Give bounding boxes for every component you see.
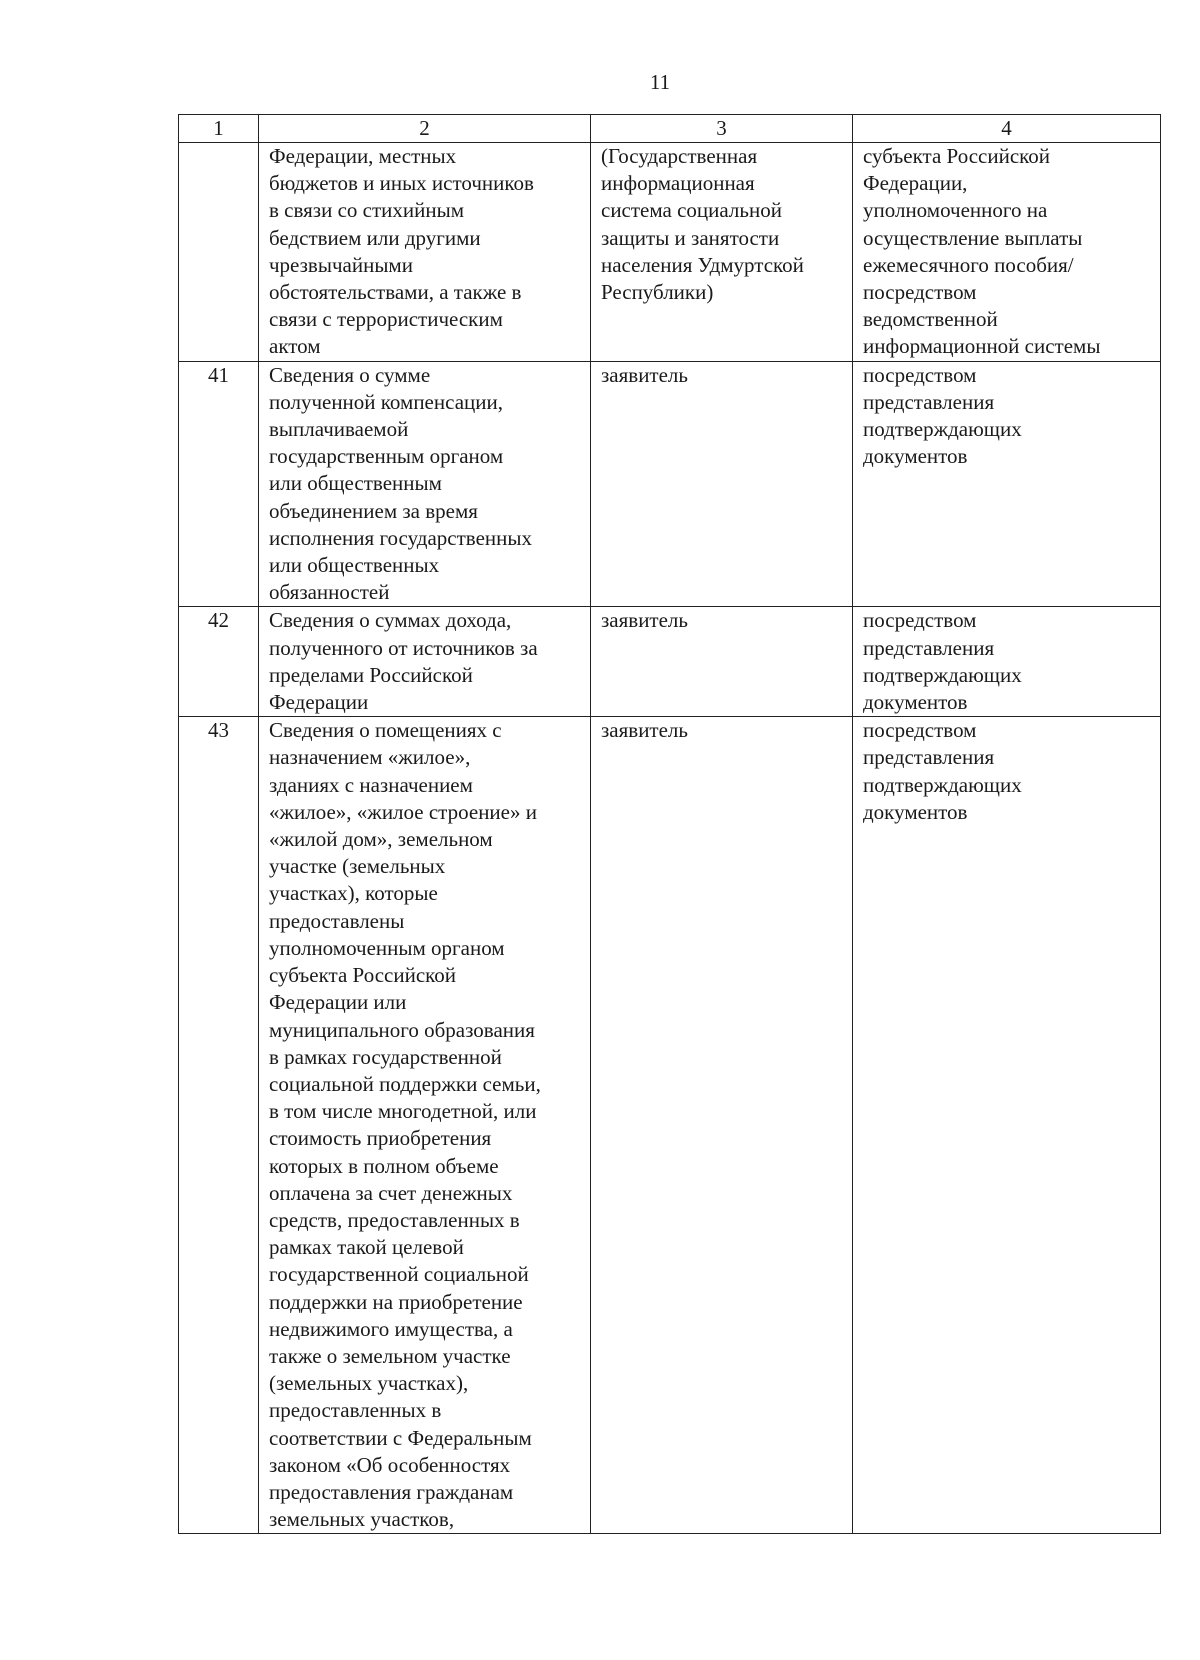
cell-text-line: населения Удмуртской <box>601 252 804 277</box>
cell-text-line: в рамках государственной <box>269 1044 502 1069</box>
cell-text-line: чрезвычайными <box>269 252 413 277</box>
cell-text-line: стоимость приобретения <box>269 1126 492 1151</box>
table-cell-col3 <box>591 361 853 607</box>
cell-text-line: назначением «жилое», <box>269 745 471 770</box>
cell-text-line: поддержки на приобретение <box>269 1289 523 1314</box>
cell-text-line: предоставленных в <box>269 1398 442 1423</box>
table-row <box>179 607 1161 717</box>
table-header-row <box>179 115 1161 143</box>
table-cell-col4 <box>853 143 1161 362</box>
cell-text-line: «жилое», «жилое строение» и <box>269 799 537 824</box>
cell-text-line: Сведения о помещениях с <box>269 718 502 743</box>
table-cell-col2 <box>259 143 591 362</box>
table-cell-col3 <box>591 607 853 717</box>
cell-text-line: соответствии с Федеральным <box>269 1425 532 1450</box>
cell-text-line: документов <box>863 690 968 715</box>
cell-text-line: система социальной <box>601 198 782 223</box>
cell-text-line: законом «Об особенностях <box>269 1452 511 1477</box>
cell-text-line: информационная <box>601 171 755 196</box>
cell-text-line: субъекта Российской <box>863 144 1051 168</box>
cell-text-line: Федерации, местных <box>269 144 457 168</box>
cell-text-line: Федерации <box>269 690 369 715</box>
cell-text-line: в том числе многодетной, или <box>269 1099 537 1124</box>
row-number-cell: 43 <box>179 717 259 1534</box>
cell-text-line: полученного от источников за <box>269 635 538 660</box>
cell-text-line: предоставления гражданам <box>269 1479 514 1504</box>
cell-text-line: связи с террористическим <box>269 307 503 332</box>
cell-text-line: «жилой дом», земельном <box>269 827 493 852</box>
cell-text-line: полученной компенсации, <box>269 389 503 414</box>
table-cell-col2 <box>259 717 591 1534</box>
cell-text-line: исполнения государственных <box>269 525 532 550</box>
cell-text-line: пределами Российской <box>269 662 473 687</box>
cell-text-line: обстоятельствами, а также в <box>269 280 522 305</box>
row-number-cell: 41 <box>179 361 259 607</box>
cell-text-line: также о земельном участке <box>269 1343 511 1368</box>
cell-text-line: выплачиваемой <box>269 417 409 442</box>
cell-text-line: муниципального образования <box>269 1017 535 1042</box>
table-row <box>179 361 1161 607</box>
cell-text-line: бедствием или другими <box>269 225 481 250</box>
table-row <box>179 143 1161 362</box>
cell-text-line: уполномоченного на <box>863 198 1048 223</box>
cell-text-line: заявитель <box>601 608 688 633</box>
cell-text-line: оплачена за счет денежных <box>269 1180 513 1205</box>
cell-text-line: представления <box>863 389 995 414</box>
cell-text-line: подтверждающих <box>863 772 1022 797</box>
column-header-3: 3 <box>591 115 853 143</box>
cell-text-line: участке (земельных <box>269 854 446 879</box>
cell-text-line: подтверждающих <box>863 662 1022 687</box>
cell-text-line: ведомственной <box>863 307 998 332</box>
cell-text-line: Федерации или <box>269 990 407 1015</box>
cell-text-line: представления <box>863 745 995 770</box>
cell-text-line: документов <box>863 444 968 469</box>
cell-text-line: в связи со стихийным <box>269 198 464 223</box>
document-table <box>178 114 1161 1534</box>
table-row <box>179 717 1161 1534</box>
cell-text-line: государственным органом <box>269 444 504 469</box>
column-header-1: 1 <box>179 115 259 143</box>
cell-text-line: осуществление выплаты <box>863 225 1083 250</box>
cell-text-line: бюджетов и иных источников <box>269 171 534 196</box>
table-cell-col4 <box>853 717 1161 1534</box>
cell-text-line: информационной системы <box>863 334 1101 359</box>
table-cell-col4 <box>853 607 1161 717</box>
cell-text-line: Сведения о суммах дохода, <box>269 608 512 633</box>
cell-text-line: или общественным <box>269 471 442 496</box>
cell-text-line: ежемесячного пособия/ <box>863 252 1074 277</box>
cell-text-line: социальной поддержки семьи, <box>269 1071 541 1096</box>
row-number-cell: 42 <box>179 607 259 717</box>
cell-text-line: подтверждающих <box>863 417 1022 442</box>
cell-text-line: объединением за время <box>269 498 478 523</box>
cell-text-line: защиты и занятости <box>601 225 780 250</box>
cell-text-line: документов <box>863 799 968 824</box>
column-header-2: 2 <box>259 115 591 143</box>
cell-text-line: которых в полном объеме <box>269 1153 499 1178</box>
cell-text-line: посредством <box>863 608 977 633</box>
cell-text-line: заявитель <box>601 718 688 743</box>
table-cell-col3 <box>591 143 853 362</box>
table-cell-col3 <box>591 717 853 1534</box>
cell-text-line: Сведения о сумме <box>269 362 431 387</box>
row-number-cell <box>179 143 259 362</box>
cell-text-line: актом <box>269 334 321 359</box>
cell-text-line: рамках такой целевой <box>269 1235 464 1260</box>
table-cell-col2 <box>259 607 591 717</box>
column-header-4: 4 <box>853 115 1161 143</box>
cell-text-line: средств, предоставленных в <box>269 1207 520 1232</box>
cell-text-line: земельных участков, <box>269 1507 455 1532</box>
cell-text-line: зданиях с назначением <box>269 772 473 797</box>
cell-text-line: (земельных участках), <box>269 1371 469 1396</box>
cell-text-line: посредством <box>863 718 977 743</box>
cell-text-line: посредством <box>863 362 977 387</box>
cell-text-line: уполномоченным органом <box>269 935 505 960</box>
cell-text-line: субъекта Российской <box>269 963 457 988</box>
cell-text-line: заявитель <box>601 362 688 387</box>
cell-text-line: недвижимого имущества, а <box>269 1316 513 1341</box>
cell-text-line: или общественных <box>269 553 440 578</box>
page-number: 11 <box>649 70 671 94</box>
table-cell-col4 <box>853 361 1161 607</box>
cell-text-line: участках), которые <box>269 881 438 906</box>
cell-text-line: предоставлены <box>269 908 405 933</box>
cell-text-line: (Государственная <box>601 144 758 168</box>
table-cell-col2 <box>259 361 591 607</box>
cell-text-line: представления <box>863 635 995 660</box>
cell-text-line: обязанностей <box>269 580 390 605</box>
cell-text-line: Республики) <box>601 280 714 305</box>
cell-text-line: Федерации, <box>863 171 968 196</box>
cell-text-line: государственной социальной <box>269 1262 529 1287</box>
cell-text-line: посредством <box>863 280 977 305</box>
